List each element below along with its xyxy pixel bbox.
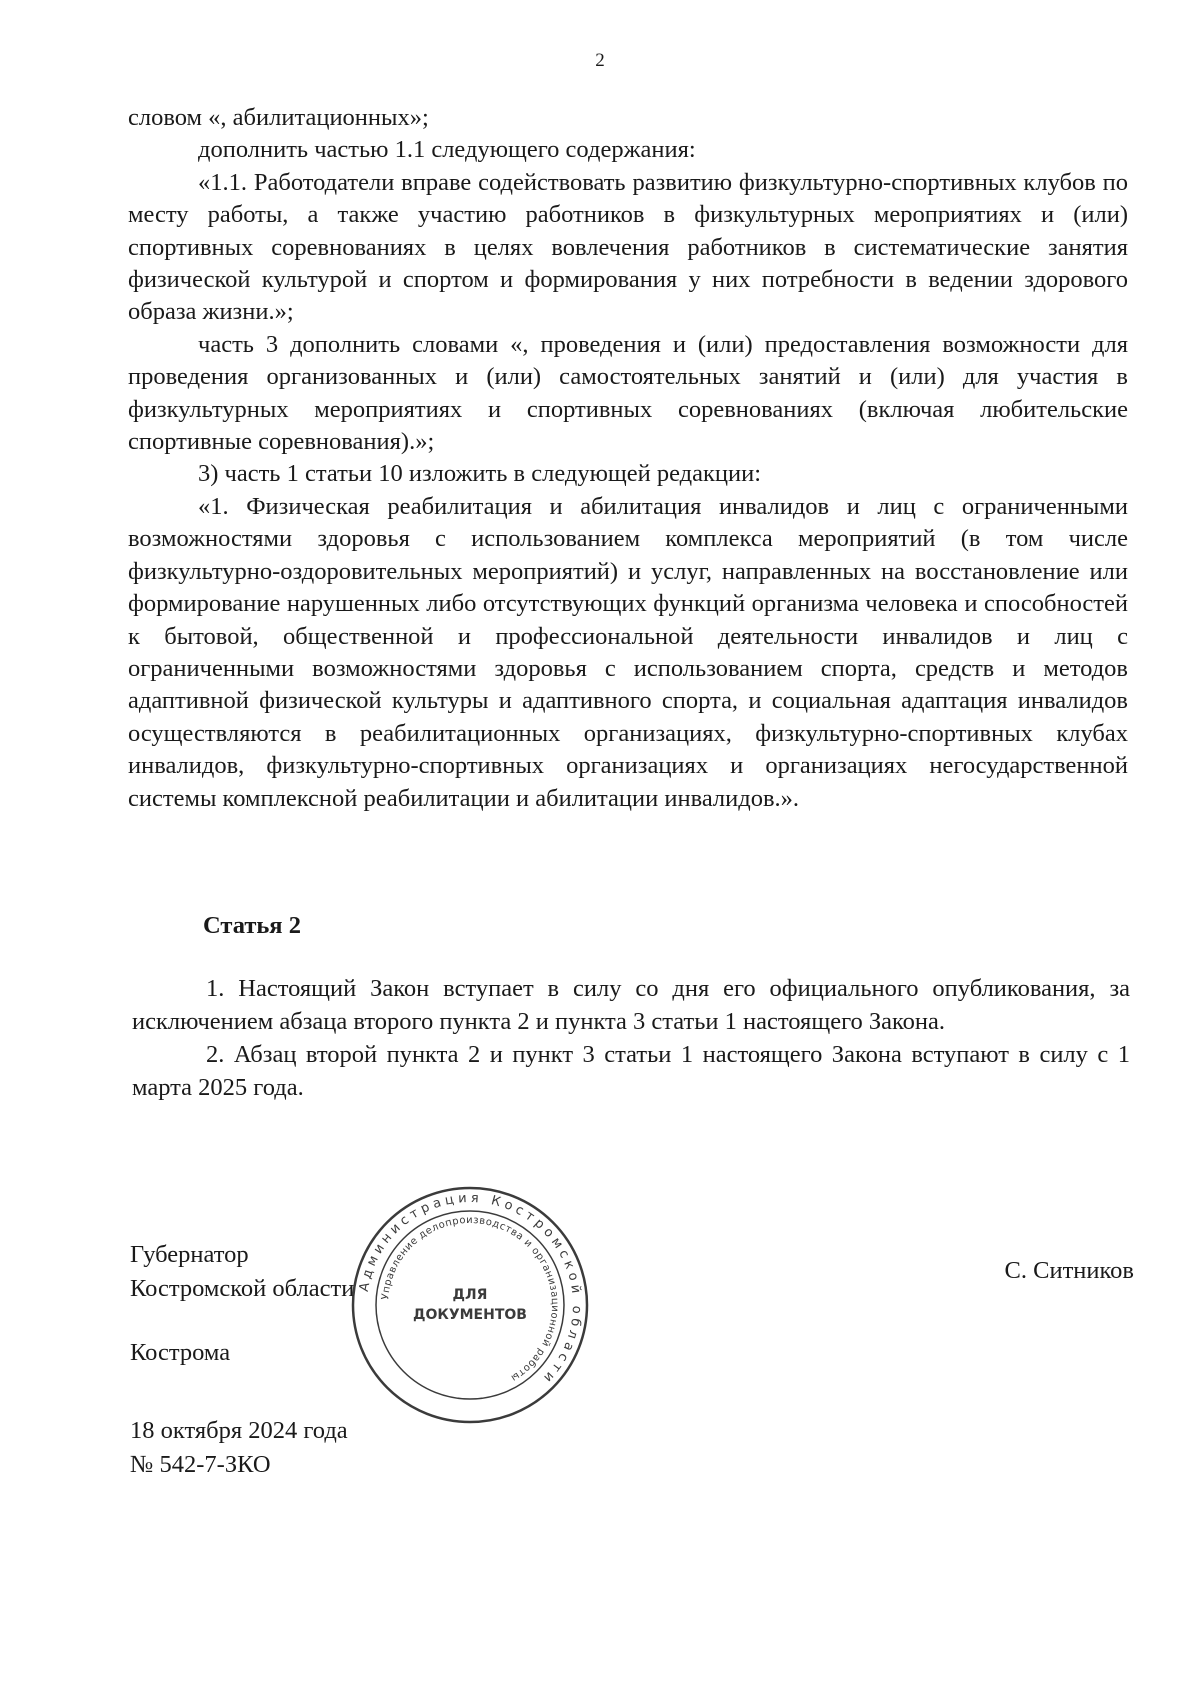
signatory-position-line: Костромской области <box>130 1275 355 1302</box>
paragraph: дополнить частью 1.1 следующего содержания: <box>198 136 696 164</box>
article-2-item: 2. Абзац второй пункта 2 и пункт 3 статьи 1 настоящего Закона вступают в силу с 1 марта 2025 года. <box>132 1041 1130 1101</box>
article-2-item: 1. Настоящий Закон вступает в силу со дня его официального опубликования, за исключением абзаца второго пункта 2 и пункта 3 статьи 1 настоящего Закона. <box>132 975 1130 1035</box>
stamp-center-line: ДОКУМЕНТОВ <box>413 1307 527 1323</box>
paragraph: «1.1. Работодатели вправе содействовать развитию физкультурно-спортивных клубов по месту работы, а также участию работников в физкультурных мероприятиях и (или) спортивных соревнованиях в целях вовлечения работников в систематические занятия физической культурой и спортом и формирования у них потребности в ведении здорового образа жизни.»; <box>128 168 1128 326</box>
official-seal-stamp <box>350 1185 590 1425</box>
signing-date: 18 октября 2024 года <box>130 1417 348 1444</box>
page-number: 2 <box>595 50 605 71</box>
paragraph: словом «, абилитационных»; <box>128 104 429 131</box>
stamp-inner-text: Управление делопроизводства и организационной работы <box>380 1214 561 1384</box>
article-2-body <box>132 972 1130 1104</box>
paragraph: «1. Физическая реабилитация и абилитация инвалидов и лиц с ограниченными возможностями здоровья с использованием комплекса мероприятий (в том числе физкультурно-оздоровительных мероприятий) и услуг, направленных на восстановление или формирование нарушенных либо отсутствующих функций организма человека и способностей к бытовой, общественной и профессиональной деятельности инвалидов и лиц с ограниченными возможностями здоровья с использованием спорта, средств и методов адаптивной физической культуры и адаптивного спорта, и социальная адаптация инвалидов осуществляются в реабилитационных организациях, физкультурно-спортивных клубах инвалидов, физкультурно-спортивных организациях и организациях негосударственной системы комплексной реабилитации и абилитации инвалидов.». <box>128 492 1128 812</box>
signatory-position-line: Губернатор <box>130 1241 249 1268</box>
signing-date-number <box>130 1414 348 1482</box>
signatory-position <box>130 1238 354 1306</box>
paragraph: часть 3 дополнить словами «, проведения и (или) предоставления возможности для проведения организованных и (или) самостоятельных занятий и (или) для участия в физкультурных мероприятиях и спортивных соревнованиях (включая любительские спортивные соревнования).»; <box>128 330 1128 456</box>
stamp-outer-text: Администрация Костромской области <box>356 1190 585 1388</box>
stamp-inner-ring <box>376 1211 564 1399</box>
signatory-name: С. Ситников <box>1004 1257 1134 1284</box>
article-2-heading: Статья 2 <box>203 912 301 939</box>
signing-city: Кострома <box>130 1339 231 1366</box>
paragraph: 3) часть 1 статьи 10 изложить в следующей редакции: <box>198 460 762 488</box>
article1-continuation <box>128 102 1128 815</box>
stamp-center-line: ДЛЯ <box>452 1287 488 1303</box>
law-number: № 542-7-ЗКО <box>130 1451 271 1478</box>
